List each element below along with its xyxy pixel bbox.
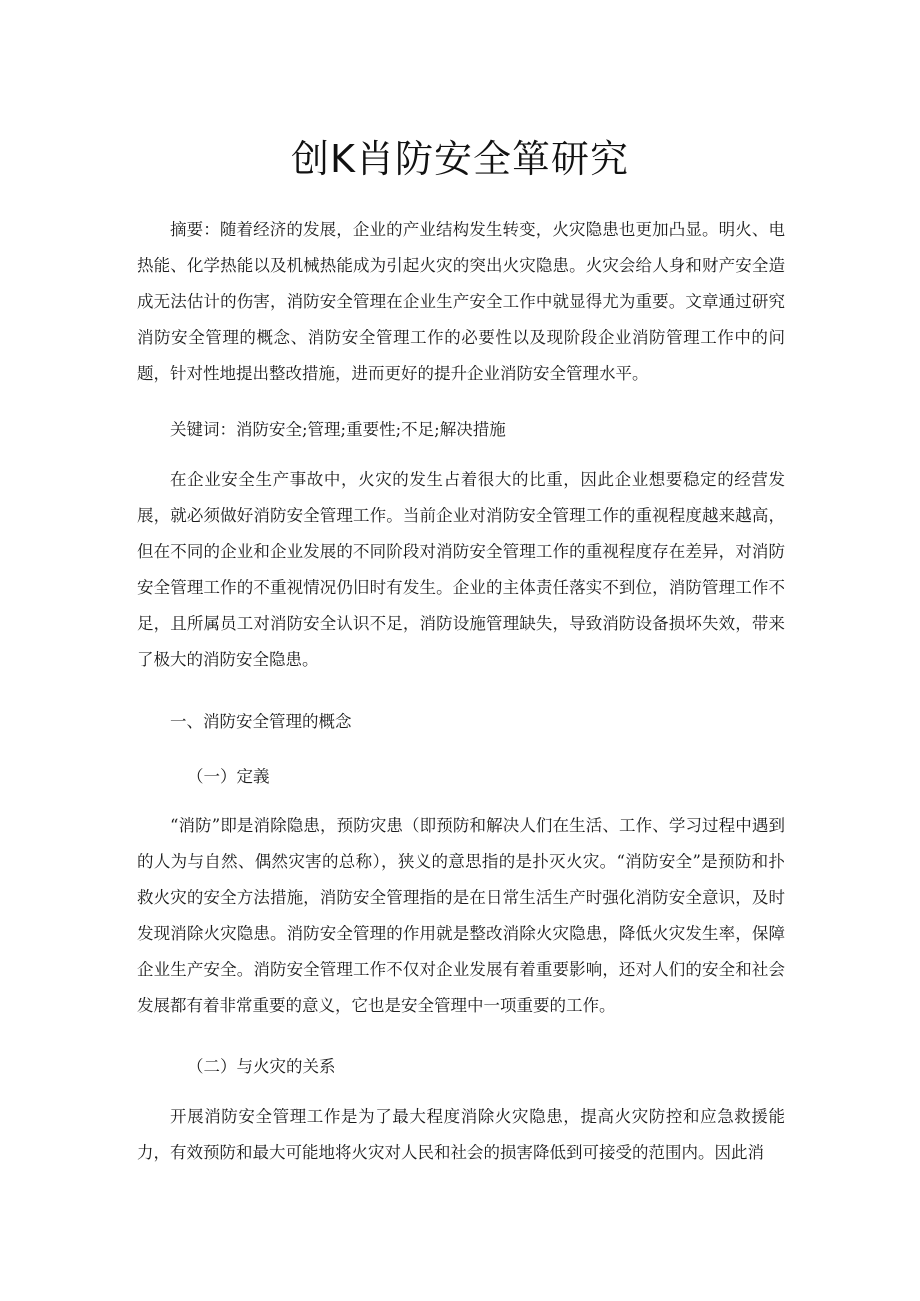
relation-paragraph: 开展消防安全管理工作是为了最大程度消除火灾隐患，提高火灾防控和应急救援能力，有效预防和最大可能地将火灾对人民和社会的损害降低到可接受的范围内。因此消	[137, 1107, 785, 1162]
definition-paragraph: “消防”即是消除隐患，预防灾患（即预防和解决人们在生活、工作、学习过程中遇到的人为与自然、偶然灾害的总称），狭义的意思指的是扑灭火灾。“消防安全”是预防和扑救火灾的安全方法措施，消防安全管理指的是在日常生活生产时强化消防安全意识，及时发现消除火灾隐患。消防安全管理的作用就是整改消除火灾隐患，降低火灾发生率，保障企业生产安全。消防安全管理工作不仅对企业发展有着重要影响，还对人们的安全和社会发展都有着非常重要的意义，它也是安全管理中一项重要的工作。	[137, 816, 785, 1015]
document-title: 创K肖防安全箪研究	[291, 137, 629, 181]
abstract-paragraph: 摘要：随着经济的发展，企业的产业结构发生转变，火灾隐患也更加凸显。明火、电热能、化学热能以及机械热能成为引起火灾的突出火灾隐患。火灾会给人身和财产安全造成无法估计的伤害，消防安全管理在企业生产安全工作中就显得尤为重要。文章通过研究消防安全管理的概念、消防安全管理工作的必要性以及现阶段企业消防管理工作中的问题，针对性地提出整改措施，进而更好的提升企业消防安全管理水平。	[137, 220, 785, 383]
subsection-heading-definition: （一）定義	[187, 767, 270, 786]
subsection-heading-relation: （二）与火灾的关系	[187, 1057, 336, 1076]
keywords-line: 关键词：消防安全;管理;重要性;不足;解决措施	[170, 420, 506, 439]
section-heading-concept: 一、消防安全管理的概念	[170, 712, 352, 731]
intro-paragraph: 在企业安全生产事故中，火灾的发生占着很大的比重，因此企业想要稳定的经营发展，就必须做好消防安全管理工作。当前企业对消防安全管理工作的重视程度越来越高，但在不同的企业和企业发展的不同阶段对消防安全管理工作的重视程度存在差异，对消防安全管理工作的不重视情况仍旧时有发生。企业的主体责任落实不到位，消防管理工作不足，且所属员工对消防安全认识不足，消防设施管理缺失，导致消防设备损坏失效，带来了极大的消防安全隐患。	[137, 470, 785, 669]
